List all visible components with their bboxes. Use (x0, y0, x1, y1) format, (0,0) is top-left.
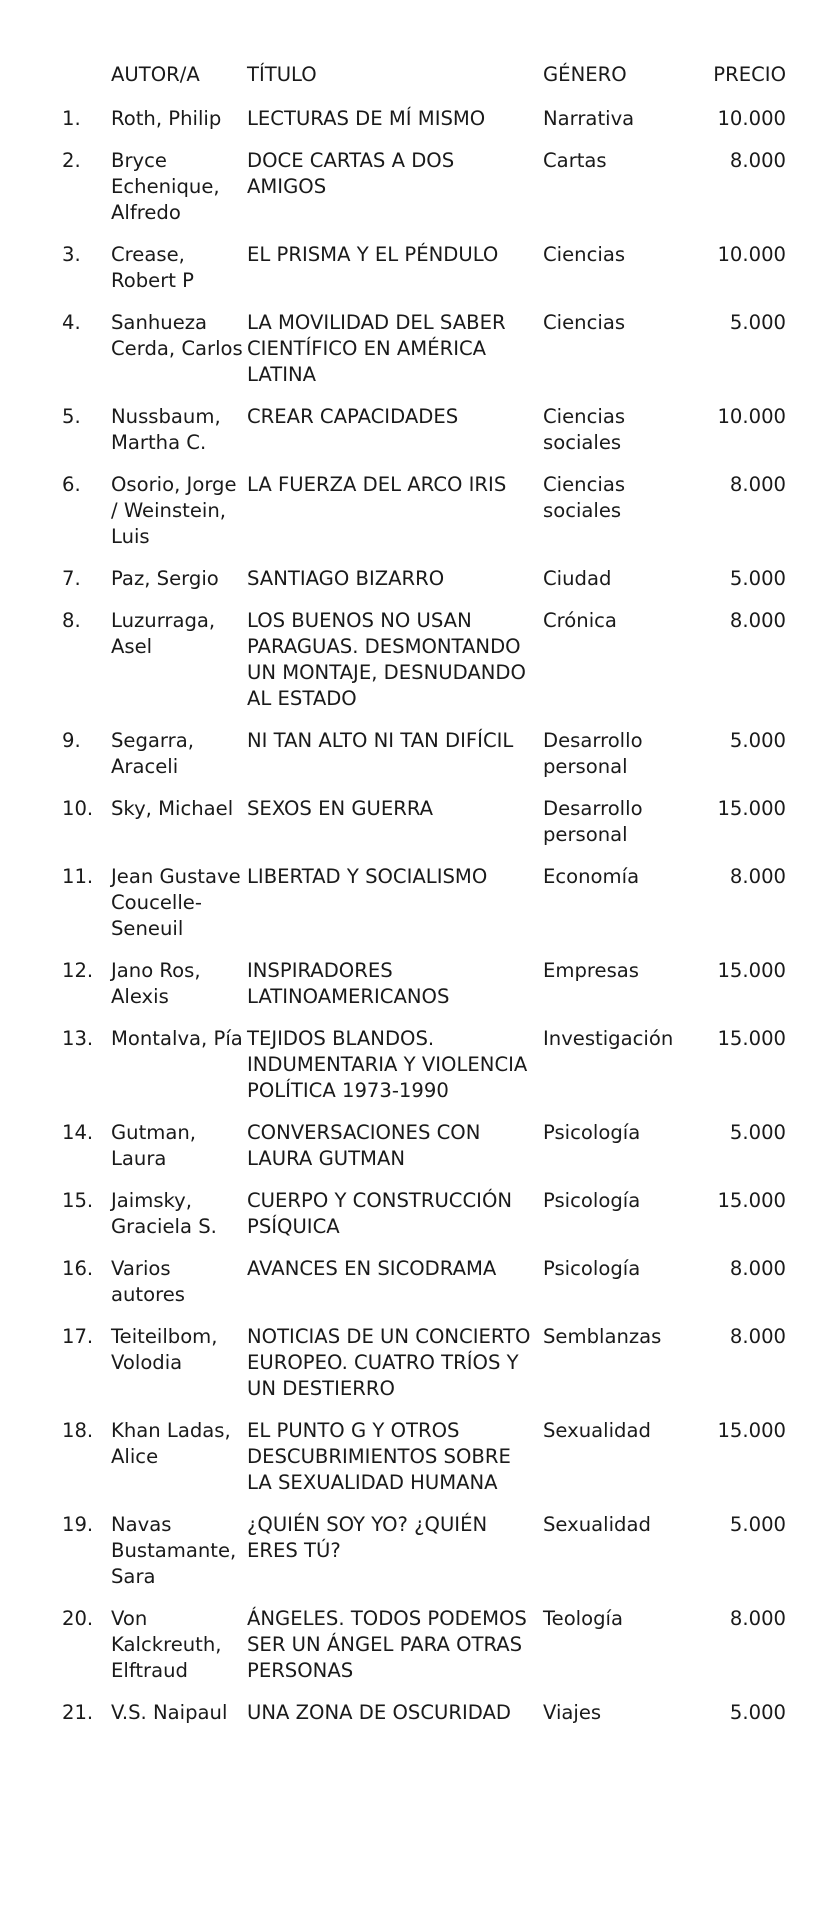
row-genre: Psicología (543, 1257, 641, 1280)
table-row (62, 728, 786, 796)
header-number (62, 62, 111, 106)
table-row (62, 1188, 786, 1256)
header-title: TÍTULO (247, 63, 317, 86)
row-author: Osorio, Jorge / Weinstein, Luis (111, 473, 237, 548)
row-genre: Sexualidad (543, 1513, 651, 1536)
row-number: 4. (62, 311, 81, 334)
row-author: Crease, Robert P (111, 243, 194, 292)
row-genre: Sexualidad (543, 1419, 651, 1442)
table-row (62, 1324, 786, 1418)
table-row (62, 1700, 786, 1742)
table-row (62, 148, 786, 242)
row-price: 15.000 (717, 1189, 786, 1212)
row-author: Navas Bustamante, Sara (111, 1513, 237, 1588)
row-price: 8.000 (729, 865, 786, 888)
row-price: 8.000 (729, 609, 786, 632)
row-number: 12. (62, 959, 94, 982)
row-title: DOCE CARTAS A DOS AMIGOS (247, 149, 455, 198)
row-number: 18. (62, 1419, 94, 1442)
row-number: 14. (62, 1121, 94, 1144)
table-row (62, 958, 786, 1026)
table-row (62, 566, 786, 608)
row-author: Segarra, Araceli (111, 729, 194, 778)
row-title: LA FUERZA DEL ARCO IRIS (247, 473, 507, 496)
row-number: 5. (62, 405, 81, 428)
row-number: 21. (62, 1701, 94, 1724)
row-author: Jano Ros, Alexis (111, 959, 201, 1008)
table-row (62, 1606, 786, 1700)
row-author: Teiteilbom, Volodia (111, 1325, 218, 1374)
row-genre: Psicología (543, 1121, 641, 1144)
row-number: 2. (62, 149, 81, 172)
row-price: 10.000 (717, 243, 786, 266)
row-author: Khan Ladas, Alice (111, 1419, 231, 1468)
row-author: Nussbaum, Martha C. (111, 405, 221, 454)
row-price: 5.000 (729, 1121, 786, 1144)
row-title: NI TAN ALTO NI TAN DIFÍCIL (247, 729, 514, 752)
row-price: 15.000 (717, 1027, 786, 1050)
row-title: UNA ZONA DE OSCURIDAD (247, 1701, 511, 1724)
row-number: 1. (62, 107, 81, 130)
row-number: 15. (62, 1189, 94, 1212)
row-title: AVANCES EN SICODRAMA (247, 1257, 497, 1280)
row-price: 5.000 (729, 311, 786, 334)
row-author: V.S. Naipaul (111, 1701, 228, 1724)
row-title: EL PUNTO G Y OTROS DESCUBRIMIENTOS SOBRE LA SEXUALIDAD HUMANA (247, 1419, 511, 1494)
row-price: 15.000 (717, 959, 786, 982)
row-title: TEJIDOS BLANDOS. INDUMENTARIA Y VIOLENCIA POLÍTICA 1973-1990 (247, 1027, 528, 1102)
row-genre: Ciencias (543, 311, 626, 334)
row-title: ¿QUIÉN SOY YO? ¿QUIÉN ERES TÚ? (247, 1513, 488, 1562)
row-genre: Ciencias sociales (543, 405, 626, 454)
header-genre: GÉNERO (543, 63, 627, 86)
row-genre: Ciudad (543, 567, 612, 590)
header-price: PRECIO (713, 63, 786, 86)
row-title: CONVERSACIONES CON LAURA GUTMAN (247, 1121, 481, 1170)
table-row (62, 608, 786, 728)
row-author: Luzurraga, Asel (111, 609, 216, 658)
row-title: LA MOVILIDAD DEL SABER CIENTÍFICO EN AMÉRICA LATINA (247, 311, 506, 386)
table-row (62, 1120, 786, 1188)
row-author: Roth, Philip (111, 107, 222, 130)
row-number: 16. (62, 1257, 94, 1280)
book-catalog-table (62, 62, 786, 1742)
table-row (62, 310, 786, 404)
row-price: 5.000 (729, 1701, 786, 1724)
row-genre: Viajes (543, 1701, 602, 1724)
row-price: 8.000 (729, 473, 786, 496)
header-row (62, 62, 786, 106)
row-author: Montalva, Pía (111, 1027, 243, 1050)
row-genre: Investigación (543, 1027, 674, 1050)
row-price: 8.000 (729, 1325, 786, 1348)
row-title: CUERPO Y CONSTRUCCIÓN PSÍQUICA (247, 1189, 513, 1238)
row-author: Sky, Michael (111, 797, 234, 820)
row-title: ÁNGELES. TODOS PODEMOS SER UN ÁNGEL PARA OTRAS PERSONAS (247, 1607, 527, 1682)
row-title: INSPIRADORES LATINOAMERICANOS (247, 959, 450, 1008)
table-row (62, 796, 786, 864)
row-genre: Semblanzas (543, 1325, 662, 1348)
row-author: Von Kalckreuth, Elftraud (111, 1607, 222, 1682)
table-body (62, 106, 786, 1742)
row-number: 7. (62, 567, 81, 590)
row-title: SANTIAGO BIZARRO (247, 567, 445, 590)
row-author: Gutman, Laura (111, 1121, 197, 1170)
row-genre: Economía (543, 865, 640, 888)
row-genre: Psicología (543, 1189, 641, 1212)
row-price: 5.000 (729, 729, 786, 752)
row-genre: Ciencias (543, 243, 626, 266)
table-row (62, 1418, 786, 1512)
table-row (62, 1026, 786, 1120)
row-number: 6. (62, 473, 81, 496)
header-author: AUTOR/A (111, 63, 200, 86)
row-author: Jaimsky, Graciela S. (111, 1189, 217, 1238)
table-row (62, 1512, 786, 1606)
row-genre: Narrativa (543, 107, 635, 130)
row-number: 13. (62, 1027, 94, 1050)
row-number: 20. (62, 1607, 94, 1630)
row-number: 19. (62, 1513, 94, 1536)
row-number: 10. (62, 797, 94, 820)
row-price: 5.000 (729, 1513, 786, 1536)
row-number: 11. (62, 865, 94, 888)
row-title: NOTICIAS DE UN CONCIERTO EUROPEO. CUATRO TRÍOS Y UN DESTIERRO (247, 1325, 531, 1400)
row-genre: Desarrollo personal (543, 797, 643, 846)
table-row (62, 404, 786, 472)
row-genre: Empresas (543, 959, 640, 982)
table-row (62, 242, 786, 310)
row-price: 5.000 (729, 567, 786, 590)
row-title: EL PRISMA Y EL PÉNDULO (247, 243, 499, 266)
row-title: CREAR CAPACIDADES (247, 405, 459, 428)
row-number: 17. (62, 1325, 94, 1348)
row-price: 10.000 (717, 107, 786, 130)
row-genre: Desarrollo personal (543, 729, 643, 778)
row-genre: Cartas (543, 149, 607, 172)
row-author: Bryce Echenique, Alfredo (111, 149, 220, 224)
row-genre: Teología (543, 1607, 624, 1630)
row-genre: Crónica (543, 609, 617, 632)
row-title: LIBERTAD Y SOCIALISMO (247, 865, 488, 888)
table-header (62, 62, 786, 106)
row-number: 9. (62, 729, 81, 752)
row-number: 8. (62, 609, 81, 632)
row-author: Paz, Sergio (111, 567, 219, 590)
row-author: Jean Gustave Coucelle-Seneuil (111, 865, 241, 940)
table-row (62, 1256, 786, 1324)
row-price: 15.000 (717, 1419, 786, 1442)
table-row (62, 472, 786, 566)
row-genre: Ciencias sociales (543, 473, 626, 522)
row-title: LECTURAS DE MÍ MISMO (247, 107, 486, 130)
row-price: 8.000 (729, 149, 786, 172)
row-title: SEXOS EN GUERRA (247, 797, 434, 820)
row-title: LOS BUENOS NO USAN PARAGUAS. DESMONTANDO UN MONTAJE, DESNUDANDO AL ESTADO (247, 609, 526, 710)
row-author: Sanhueza Cerda, Carlos (111, 311, 243, 360)
row-author: Varios autores (111, 1257, 185, 1306)
row-price: 8.000 (729, 1257, 786, 1280)
row-number: 3. (62, 243, 81, 266)
table-row (62, 106, 786, 148)
row-price: 10.000 (717, 405, 786, 428)
table-row (62, 864, 786, 958)
row-price: 15.000 (717, 797, 786, 820)
row-price: 8.000 (729, 1607, 786, 1630)
